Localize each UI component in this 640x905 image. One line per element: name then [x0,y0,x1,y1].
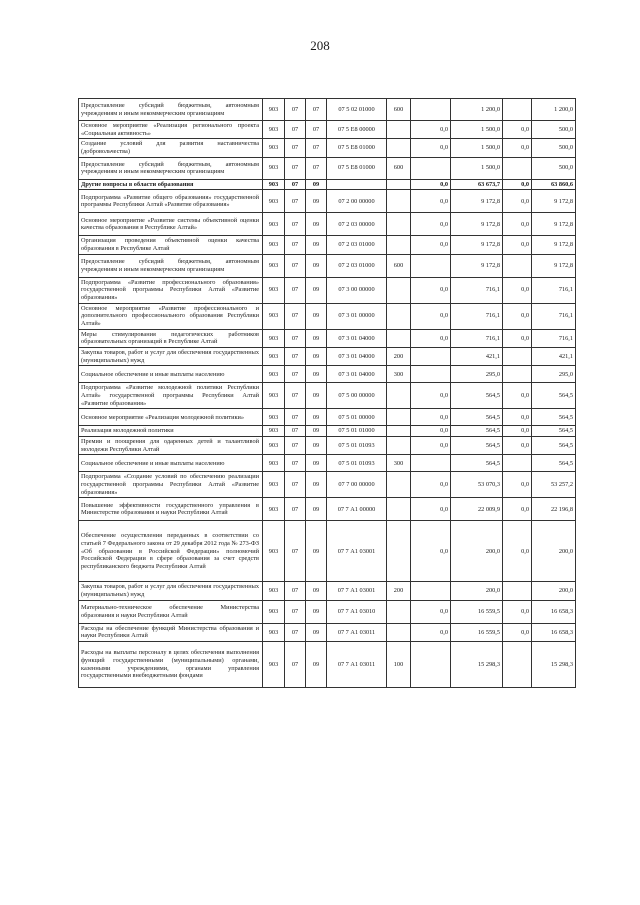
row-amount-4-cell: 9 172,8 [532,254,576,277]
row-amount-4-cell: 716,1 [532,303,576,329]
row-section-cell: 07 [285,348,306,366]
row-amount-2-cell: 716,1 [451,277,503,303]
budget-table [78,98,576,688]
row-section-cell: 07 [285,426,306,437]
row-expense-type-cell: 200 [387,348,411,366]
row-grbs-cell: 903 [263,600,285,623]
row-name-cell: Материально-техническое обеспечение Министерства образования и науки Республики Алтай [79,600,263,623]
row-expense-type-cell [387,472,411,498]
row-amount-4-cell: 295,0 [532,366,576,383]
table-row [79,472,576,498]
row-amount-3-cell [503,455,532,472]
row-amount-4-cell: 716,1 [532,329,576,347]
row-expense-type-cell [387,600,411,623]
row-amount-4-cell: 500,0 [532,139,576,157]
row-amount-4-cell: 9 172,8 [532,213,576,236]
row-amount-2-cell: 295,0 [451,366,503,383]
row-subsection-cell: 09 [306,329,327,347]
row-amount-3-cell [503,348,532,366]
row-amount-1-cell: 0,0 [411,521,451,582]
table-row [79,426,576,437]
row-name-cell: Повышение эффективности государственного управления в Министерстве образования и науки Республики Алтай [79,498,263,521]
row-subsection-cell: 07 [306,139,327,157]
row-expense-type-cell [387,426,411,437]
row-section-cell: 07 [285,498,306,521]
row-amount-3-cell [503,157,532,179]
row-amount-1-cell [411,157,451,179]
table-row [79,157,576,179]
row-name-cell: Другие вопросы в области образования [79,179,263,190]
row-amount-1-cell: 0,0 [411,213,451,236]
row-subsection-cell: 09 [306,366,327,383]
row-amount-2-cell: 1 500,0 [451,121,503,139]
table-row [79,521,576,582]
row-subsection-cell: 09 [306,600,327,623]
row-grbs-cell: 903 [263,472,285,498]
row-target-article-cell: 07 7 А1 03001 [327,521,387,582]
table-row [79,366,576,383]
row-expense-type-cell [387,139,411,157]
row-expense-type-cell [387,437,411,455]
row-amount-4-cell: 421,1 [532,348,576,366]
row-amount-3-cell: 0,0 [503,409,532,426]
row-amount-1-cell: 0,0 [411,236,451,254]
row-grbs-cell: 903 [263,236,285,254]
row-target-article-cell: 07 2 03 00000 [327,213,387,236]
row-expense-type-cell [387,190,411,213]
row-amount-1-cell: 0,0 [411,190,451,213]
table-row [79,498,576,521]
row-target-article-cell: 07 7 А1 00000 [327,498,387,521]
row-section-cell: 07 [285,236,306,254]
row-amount-1-cell: 0,0 [411,498,451,521]
row-amount-3-cell: 0,0 [503,121,532,139]
row-amount-2-cell: 200,0 [451,582,503,600]
row-name-cell: Меры стимулирования педагогических работников образовательных организаций в Республике Алтай [79,329,263,347]
row-amount-2-cell: 564,5 [451,426,503,437]
row-subsection-cell: 09 [306,254,327,277]
table-row [79,455,576,472]
row-amount-1-cell [411,642,451,688]
row-section-cell: 07 [285,99,306,121]
row-subsection-cell: 09 [306,426,327,437]
row-grbs-cell: 903 [263,99,285,121]
row-amount-3-cell: 0,0 [503,213,532,236]
page-number: 208 [310,38,330,53]
row-name-cell: Социальное обеспечение и иные выплаты населению [79,455,263,472]
row-amount-4-cell: 200,0 [532,582,576,600]
row-target-article-cell: 07 5 E8 01000 [327,139,387,157]
row-section-cell: 07 [285,121,306,139]
row-grbs-cell: 903 [263,426,285,437]
row-amount-3-cell: 0,0 [503,521,532,582]
table-row [79,383,576,409]
row-amount-4-cell: 16 658,3 [532,623,576,641]
row-amount-1-cell [411,348,451,366]
row-grbs-cell: 903 [263,277,285,303]
row-amount-1-cell [411,582,451,600]
row-target-article-cell: 07 2 00 00000 [327,190,387,213]
row-grbs-cell: 903 [263,498,285,521]
row-amount-2-cell: 9 172,8 [451,190,503,213]
row-grbs-cell: 903 [263,213,285,236]
row-target-article-cell: 07 3 00 00000 [327,277,387,303]
row-grbs-cell: 903 [263,437,285,455]
row-name-cell: Расходы на обеспечение функций Министерства образования и науки Республики Алтай [79,623,263,641]
row-amount-3-cell: 0,0 [503,426,532,437]
row-name-cell: Основное мероприятие «Реализация регионального проекта «Социальная активность» [79,121,263,139]
row-amount-3-cell: 0,0 [503,329,532,347]
row-section-cell: 07 [285,179,306,190]
row-amount-2-cell: 564,5 [451,455,503,472]
row-subsection-cell: 09 [306,348,327,366]
row-amount-1-cell: 0,0 [411,437,451,455]
row-amount-4-cell: 9 172,8 [532,190,576,213]
row-amount-2-cell: 1 200,0 [451,99,503,121]
row-section-cell: 07 [285,600,306,623]
row-target-article-cell: 07 3 01 04000 [327,348,387,366]
row-subsection-cell: 09 [306,472,327,498]
row-subsection-cell: 09 [306,179,327,190]
row-amount-4-cell: 564,5 [532,455,576,472]
row-amount-4-cell: 564,5 [532,383,576,409]
row-grbs-cell: 903 [263,157,285,179]
row-grbs-cell: 903 [263,582,285,600]
table-row [79,99,576,121]
row-target-article-cell: 07 5 01 00000 [327,409,387,426]
row-section-cell: 07 [285,254,306,277]
row-section-cell: 07 [285,139,306,157]
row-expense-type-cell [387,213,411,236]
row-expense-type-cell: 600 [387,254,411,277]
row-amount-4-cell: 200,0 [532,521,576,582]
row-name-cell: Основное мероприятие «Развитие системы объективной оценки качества образования в Республике Алтай» [79,213,263,236]
row-grbs-cell: 903 [263,139,285,157]
row-amount-4-cell: 9 172,8 [532,236,576,254]
row-amount-2-cell: 200,0 [451,521,503,582]
row-section-cell: 07 [285,409,306,426]
row-target-article-cell: 07 3 01 00000 [327,303,387,329]
row-grbs-cell: 903 [263,190,285,213]
row-subsection-cell: 07 [306,99,327,121]
row-expense-type-cell [387,236,411,254]
row-amount-1-cell: 0,0 [411,179,451,190]
row-grbs-cell: 903 [263,329,285,347]
row-section-cell: 07 [285,437,306,455]
row-expense-type-cell [387,409,411,426]
row-subsection-cell: 09 [306,190,327,213]
row-amount-3-cell: 0,0 [503,383,532,409]
row-name-cell: Подпрограмма «Развитие профессионального образования» государственной программы Республики Алтай «Развитие образования» [79,277,263,303]
row-amount-2-cell: 1 500,0 [451,139,503,157]
row-target-article-cell: 07 5 01 01000 [327,426,387,437]
row-amount-1-cell: 0,0 [411,139,451,157]
row-subsection-cell: 09 [306,409,327,426]
row-amount-4-cell: 22 196,8 [532,498,576,521]
row-grbs-cell: 903 [263,642,285,688]
row-grbs-cell: 903 [263,179,285,190]
row-name-cell: Предоставление субсидий бюджетным, автономным учреждениям и иным некоммерческим организациям [79,254,263,277]
row-amount-1-cell: 0,0 [411,329,451,347]
row-subsection-cell: 09 [306,213,327,236]
row-amount-4-cell: 1 200,0 [532,99,576,121]
row-target-article-cell: 07 2 03 01000 [327,254,387,277]
row-amount-2-cell: 9 172,8 [451,236,503,254]
row-amount-3-cell: 0,0 [503,179,532,190]
table-row [79,139,576,157]
row-amount-4-cell: 716,1 [532,277,576,303]
row-expense-type-cell [387,179,411,190]
row-expense-type-cell [387,303,411,329]
row-amount-3-cell: 0,0 [503,600,532,623]
row-target-article-cell: 07 7 А1 03011 [327,623,387,641]
row-target-article-cell: 07 2 03 01000 [327,236,387,254]
row-name-cell: Основное мероприятие «Реализация молодежной политики» [79,409,263,426]
row-amount-2-cell: 63 673,7 [451,179,503,190]
row-amount-2-cell: 421,1 [451,348,503,366]
row-grbs-cell: 903 [263,383,285,409]
row-target-article-cell: 07 5 E8 00000 [327,121,387,139]
row-amount-3-cell: 0,0 [503,472,532,498]
table-row [79,348,576,366]
row-amount-1-cell: 0,0 [411,303,451,329]
row-section-cell: 07 [285,157,306,179]
row-amount-2-cell: 1 500,0 [451,157,503,179]
row-amount-4-cell: 16 658,3 [532,600,576,623]
row-amount-3-cell: 0,0 [503,236,532,254]
row-amount-2-cell: 564,5 [451,383,503,409]
row-section-cell: 07 [285,642,306,688]
row-name-cell: Организация проведения объективной оценки качества образования в Республике Алтай [79,236,263,254]
row-target-article-cell: 07 7 А1 03001 [327,582,387,600]
row-grbs-cell: 903 [263,455,285,472]
row-amount-1-cell [411,99,451,121]
table-row [79,303,576,329]
row-subsection-cell: 09 [306,498,327,521]
row-amount-2-cell: 16 559,5 [451,600,503,623]
row-amount-1-cell: 0,0 [411,409,451,426]
row-amount-3-cell: 0,0 [503,277,532,303]
row-section-cell: 07 [285,383,306,409]
row-expense-type-cell [387,277,411,303]
row-subsection-cell: 07 [306,121,327,139]
row-amount-3-cell: 0,0 [503,498,532,521]
row-grbs-cell: 903 [263,409,285,426]
row-section-cell: 07 [285,521,306,582]
row-expense-type-cell: 600 [387,99,411,121]
row-amount-4-cell: 564,5 [532,426,576,437]
row-grbs-cell: 903 [263,121,285,139]
row-target-article-cell: 07 3 01 04000 [327,366,387,383]
row-amount-3-cell [503,366,532,383]
row-target-article-cell: 07 5 02 01000 [327,99,387,121]
row-amount-3-cell [503,582,532,600]
table-row [79,277,576,303]
row-name-cell: Подпрограмма «Развитие молодежной политики Республики Алтай» государственной программы Республики Алтай «Развитие образования» [79,383,263,409]
row-section-cell: 07 [285,623,306,641]
row-amount-1-cell [411,254,451,277]
row-expense-type-cell [387,383,411,409]
row-amount-1-cell: 0,0 [411,426,451,437]
row-amount-2-cell: 15 298,3 [451,642,503,688]
row-amount-4-cell: 63 860,6 [532,179,576,190]
row-target-article-cell: 07 7 А1 03010 [327,600,387,623]
row-expense-type-cell: 300 [387,366,411,383]
row-amount-2-cell: 53 070,3 [451,472,503,498]
row-expense-type-cell [387,329,411,347]
row-expense-type-cell [387,521,411,582]
row-grbs-cell: 903 [263,623,285,641]
row-amount-2-cell: 564,5 [451,437,503,455]
row-subsection-cell: 09 [306,521,327,582]
row-amount-2-cell: 716,1 [451,303,503,329]
row-name-cell: Предоставление субсидий бюджетным, автономным учреждениям и иным некоммерческим организациям [79,157,263,179]
row-section-cell: 07 [285,366,306,383]
row-target-article-cell: 07 5 01 01093 [327,437,387,455]
table-row [79,600,576,623]
row-amount-2-cell: 16 559,5 [451,623,503,641]
row-amount-2-cell: 22 009,9 [451,498,503,521]
row-amount-3-cell [503,99,532,121]
table-row [79,179,576,190]
row-grbs-cell: 903 [263,521,285,582]
row-subsection-cell: 09 [306,236,327,254]
row-name-cell: Создание условий для развития наставничества (добровольчества) [79,139,263,157]
row-subsection-cell: 09 [306,383,327,409]
row-name-cell: Расходы на выплаты персоналу в целях обеспечения выполнения функций государственными (муниципальными) органами, казенными учреждениями, органами управления государственными внебюджетными фондами [79,642,263,688]
row-subsection-cell: 09 [306,582,327,600]
row-section-cell: 07 [285,303,306,329]
row-target-article-cell: 07 3 01 04000 [327,329,387,347]
table-row [79,190,576,213]
row-amount-3-cell: 0,0 [503,437,532,455]
row-amount-4-cell: 564,5 [532,409,576,426]
row-name-cell: Подпрограмма «Развитие общего образования» государственной программы Республики Алтай «Развитие образования» [79,190,263,213]
row-name-cell: Обеспечение осуществления переданных в соответствии со статьей 7 Федерального закона от 29 декабря 2012 года № 273-ФЗ «Об образовании в Российской Федерации» полномочий Российской Федерации в сфере образования за счет средств республиканского бюджета Республики Алтай [79,521,263,582]
row-name-cell: Закупка товаров, работ и услуг для обеспечения государственных (муниципальных) нужд [79,348,263,366]
row-amount-1-cell: 0,0 [411,277,451,303]
row-grbs-cell: 903 [263,366,285,383]
row-amount-2-cell: 564,5 [451,409,503,426]
row-amount-3-cell: 0,0 [503,190,532,213]
row-amount-1-cell: 0,0 [411,383,451,409]
row-amount-3-cell: 0,0 [503,139,532,157]
row-amount-4-cell: 564,5 [532,437,576,455]
row-name-cell: Предоставление субсидий бюджетным, автономным учреждениям и иным некоммерческим организациям [79,99,263,121]
row-amount-1-cell [411,455,451,472]
table-row [79,329,576,347]
row-section-cell: 07 [285,277,306,303]
row-subsection-cell: 09 [306,455,327,472]
row-grbs-cell: 903 [263,348,285,366]
row-amount-2-cell: 716,1 [451,329,503,347]
table-row [79,254,576,277]
row-expense-type-cell: 600 [387,157,411,179]
row-name-cell: Реализация молодежной политики [79,426,263,437]
row-subsection-cell: 09 [306,642,327,688]
row-name-cell: Социальное обеспечение и иные выплаты населению [79,366,263,383]
row-name-cell: Подпрограмма «Создание условий по обеспечению реализации государственной программы Республики Алтай «Развитие образования» [79,472,263,498]
table-row [79,582,576,600]
table-row [79,213,576,236]
row-amount-2-cell: 9 172,8 [451,213,503,236]
row-target-article-cell [327,179,387,190]
row-amount-4-cell: 15 298,3 [532,642,576,688]
table-row [79,437,576,455]
row-section-cell: 07 [285,582,306,600]
row-amount-1-cell: 0,0 [411,472,451,498]
row-amount-1-cell: 0,0 [411,600,451,623]
row-target-article-cell: 07 7 00 00000 [327,472,387,498]
row-amount-3-cell [503,254,532,277]
row-name-cell: Основное мероприятие «Развитие профессионального и дополнительного профессионального образования Республики Алтай» [79,303,263,329]
row-amount-1-cell: 0,0 [411,623,451,641]
table-row [79,623,576,641]
row-amount-3-cell: 0,0 [503,303,532,329]
row-subsection-cell: 09 [306,303,327,329]
row-grbs-cell: 903 [263,254,285,277]
row-expense-type-cell: 100 [387,642,411,688]
row-name-cell: Закупка товаров, работ и услуг для обеспечения государственных (муниципальных) нужд [79,582,263,600]
table-row [79,236,576,254]
row-amount-3-cell [503,642,532,688]
row-amount-2-cell: 9 172,8 [451,254,503,277]
table-row [79,642,576,688]
row-section-cell: 07 [285,455,306,472]
row-amount-1-cell: 0,0 [411,121,451,139]
row-expense-type-cell: 200 [387,582,411,600]
row-grbs-cell: 903 [263,303,285,329]
row-subsection-cell: 09 [306,623,327,641]
row-target-article-cell: 07 5 E8 01000 [327,157,387,179]
row-amount-4-cell: 53 257,2 [532,472,576,498]
table-row [79,121,576,139]
row-subsection-cell: 09 [306,437,327,455]
row-section-cell: 07 [285,190,306,213]
row-amount-4-cell: 500,0 [532,121,576,139]
table-row [79,409,576,426]
row-subsection-cell: 07 [306,157,327,179]
row-expense-type-cell [387,121,411,139]
row-section-cell: 07 [285,213,306,236]
row-amount-3-cell: 0,0 [503,623,532,641]
row-target-article-cell: 07 7 А1 03011 [327,642,387,688]
row-expense-type-cell: 300 [387,455,411,472]
row-expense-type-cell [387,623,411,641]
row-name-cell: Премии и поощрения для одаренных детей и талантливой молодежи Республики Алтай [79,437,263,455]
row-target-article-cell: 07 5 00 00000 [327,383,387,409]
row-target-article-cell: 07 5 01 01093 [327,455,387,472]
row-section-cell: 07 [285,472,306,498]
row-section-cell: 07 [285,329,306,347]
row-subsection-cell: 09 [306,277,327,303]
row-amount-1-cell [411,366,451,383]
row-expense-type-cell [387,498,411,521]
row-amount-4-cell: 500,0 [532,157,576,179]
